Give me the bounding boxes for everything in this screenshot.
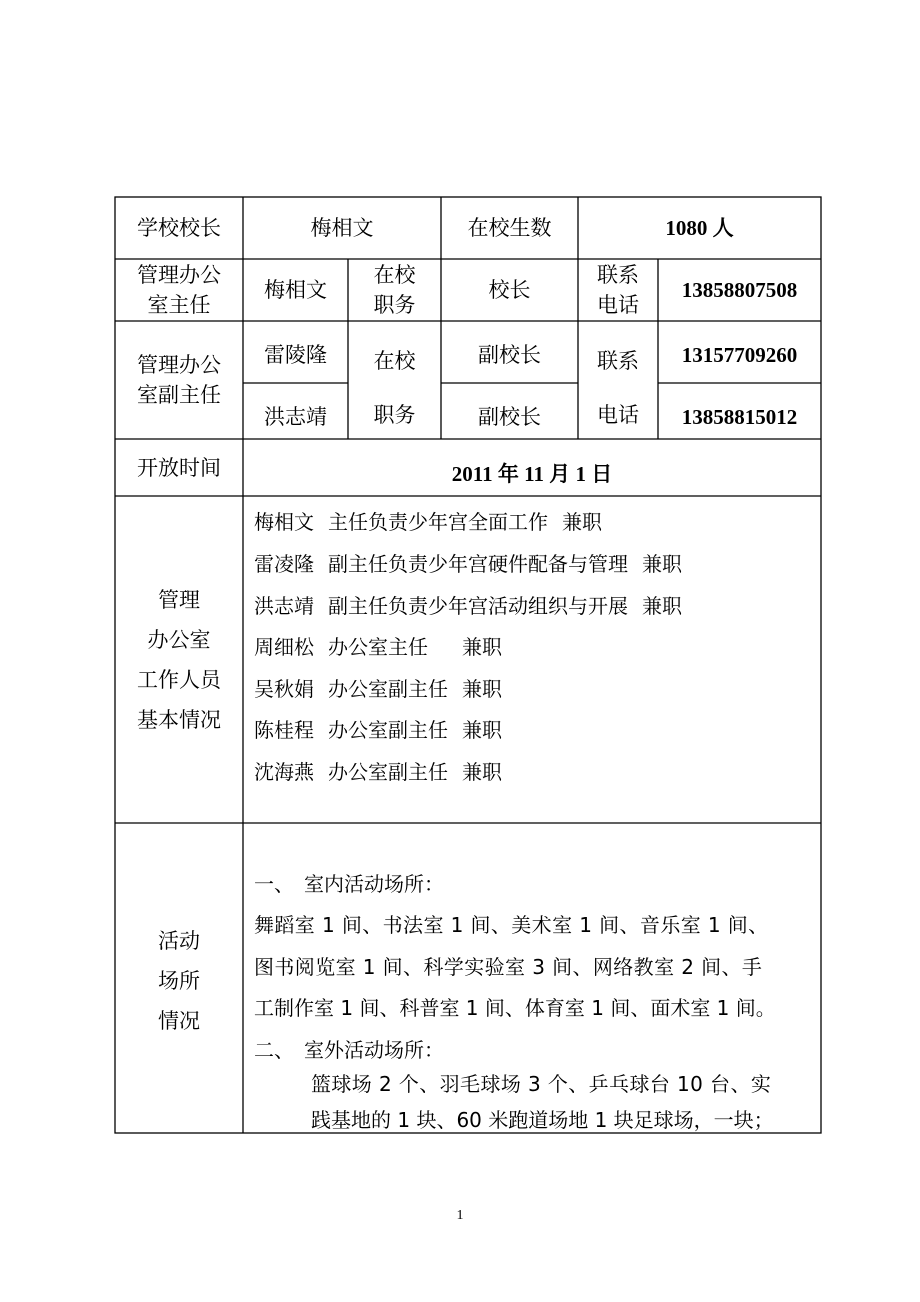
deputy-phone: 13157709260 — [681, 343, 798, 367]
staff-name: 陈桂程 — [254, 718, 314, 742]
staff-name: 沈海燕 — [254, 760, 314, 784]
director-name: 梅相文 — [264, 278, 327, 302]
staff-member — [254, 508, 616, 536]
staff-duty: 办公室副主任 — [328, 718, 448, 742]
indoor-line: 工制作室 1 间、科普室 1 间、体育室 1 间、面术室 1 间。 — [254, 996, 776, 1020]
outdoor-heading: 二、 室外活动场所： — [254, 1038, 444, 1062]
phone-value: 13858807508 — [681, 278, 798, 302]
staff-duty: 办公室主任 — [328, 635, 428, 659]
deputy-name: 洪志靖 — [264, 405, 327, 429]
outdoor-line: 践基地的 1 块、60 米跑道场地 1 块足球场，一块； — [311, 1108, 774, 1132]
staff-duty: 副主任负责少年宫活动组织与开展 — [328, 594, 628, 618]
position-value: 校长 — [488, 278, 531, 302]
outdoor-line: 篮球场 2 个、羽毛球场 3 个、乒乓球台 10 台、实 — [311, 1072, 772, 1096]
position-label-line: 职务 — [373, 403, 416, 427]
staff-name: 梅相文 — [254, 510, 314, 534]
principal-label: 学校校长 — [137, 216, 221, 240]
position-label-line: 职务 — [373, 293, 416, 317]
deputy-label-line: 管理办公 — [137, 353, 221, 377]
indoor-line: 舞蹈室 1 间、书法室 1 间、美术室 1 间、音乐室 1 间、 — [254, 913, 769, 937]
staff-member — [254, 716, 516, 744]
phone-label-line: 电话 — [597, 403, 639, 427]
phone-label-line: 联系 — [597, 349, 639, 373]
staff-section-label — [115, 496, 243, 823]
staff-member — [254, 758, 516, 786]
indoor-heading: 一、 室内活动场所： — [254, 872, 444, 896]
staff-name: 洪志靖 — [254, 594, 314, 618]
staff-type: 兼职 — [462, 635, 502, 659]
staff-label-line: 工作人员 — [137, 667, 221, 692]
deputy-label-line: 室副主任 — [137, 383, 221, 407]
staff-name: 周细松 — [254, 635, 314, 659]
staff-member — [254, 633, 516, 661]
venue-label-line: 情况 — [158, 1009, 200, 1033]
phone-label-line: 电话 — [597, 293, 639, 317]
indoor-line: 图书阅览室 1 间、科学实验室 3 间、网络教室 2 间、手 — [254, 955, 763, 979]
principal-name: 梅相文 — [310, 216, 374, 240]
staff-name: 吴秋娟 — [254, 677, 314, 701]
staff-type: 兼职 — [642, 594, 682, 618]
staff-duty: 办公室副主任 — [328, 760, 448, 784]
staff-type: 兼职 — [462, 760, 502, 784]
deputy-name: 雷陵隆 — [264, 343, 327, 367]
staff-member — [254, 675, 516, 703]
staff-type: 兼职 — [462, 718, 502, 742]
deputy-position: 副校长 — [478, 405, 541, 429]
page-number: 1 — [456, 1208, 464, 1223]
deputy-phone: 13858815012 — [681, 405, 798, 429]
position-label-line: 在校 — [373, 263, 416, 287]
deputy-position: 副校长 — [478, 343, 541, 367]
staff-type: 兼职 — [642, 552, 682, 576]
staff-label-line: 办公室 — [147, 627, 211, 652]
position-label — [348, 259, 441, 321]
staff-member — [254, 592, 696, 620]
phone-label-line: 联系 — [597, 263, 639, 287]
director-label-line: 室主任 — [147, 293, 211, 317]
staff-duty: 办公室副主任 — [328, 677, 448, 701]
venue-label-line: 活动 — [158, 929, 200, 953]
staff-label-line: 管理 — [158, 587, 200, 612]
staff-type: 兼职 — [462, 677, 502, 701]
staff-type: 兼职 — [562, 510, 602, 534]
open-date: 2011 年 11 月 1 日 — [451, 461, 613, 486]
open-time-label: 开放时间 — [137, 455, 221, 480]
position-label-line: 在校 — [373, 349, 416, 373]
director-label — [115, 259, 243, 321]
venue-section-label — [115, 916, 243, 1046]
students-value: 1080 人 — [665, 216, 734, 240]
director-label-line: 管理办公 — [137, 263, 221, 287]
phone-label — [578, 259, 658, 321]
staff-name: 雷凌隆 — [254, 552, 314, 576]
students-label: 在校生数 — [467, 216, 552, 240]
staff-duty: 副主任负责少年宫硬件配备与管理 — [328, 552, 628, 576]
staff-duty: 主任负责少年宫全面工作 — [328, 510, 548, 534]
staff-member — [254, 550, 696, 578]
staff-label-line: 基本情况 — [137, 707, 221, 732]
venue-label-line: 场所 — [158, 969, 200, 993]
deputy-label — [115, 321, 243, 439]
